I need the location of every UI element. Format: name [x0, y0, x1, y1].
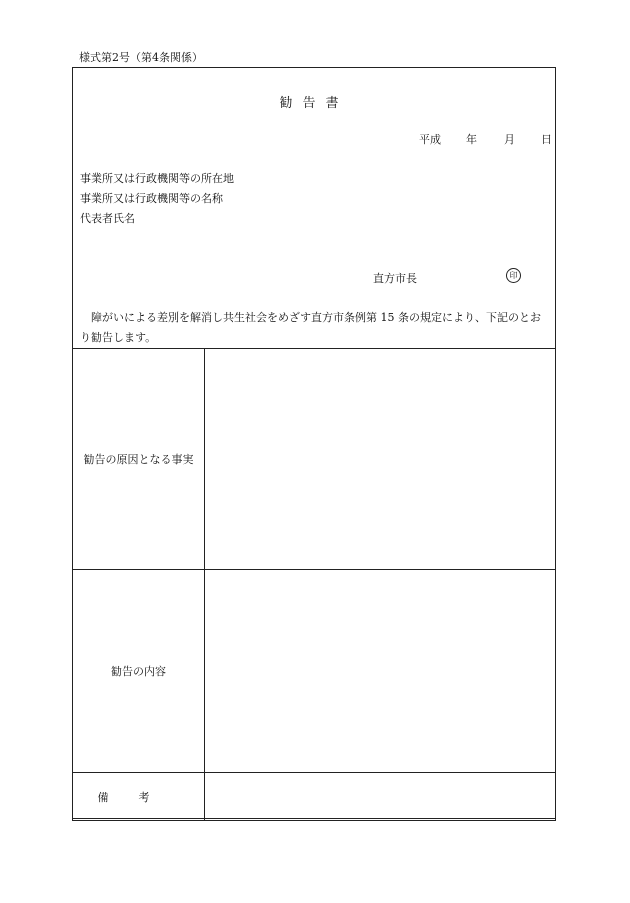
table-row: [73, 773, 556, 821]
row-label-remarks: 備考: [73, 773, 205, 821]
date-era: 平成: [419, 133, 441, 146]
row-field-content[interactable]: [205, 570, 556, 773]
seal-mark: 印: [506, 268, 521, 283]
table-row: [73, 349, 556, 570]
date-month: 月: [504, 133, 515, 146]
sender-mayor: 直方市長: [373, 272, 417, 285]
row-label-cause: 勧告の原因となる事実: [73, 349, 205, 570]
details-table: [72, 348, 556, 821]
date-day: 日: [541, 133, 552, 146]
document-title: 勧告書: [279, 96, 349, 111]
row-field-cause[interactable]: [205, 349, 556, 570]
row-field-remarks[interactable]: [205, 773, 556, 821]
addressee-location: 事業所又は行政機関等の所在地: [80, 172, 234, 185]
date-year: 年: [466, 133, 477, 146]
table-row: [73, 570, 556, 773]
addressee-name: 事業所又は行政機関等の名称: [80, 192, 223, 205]
addressee-representative: 代表者氏名: [80, 212, 135, 225]
recommendation-text: 障がいによる差別を解消し共生社会をめざす直方市条例第 15 条の規定により、下記のとおり勧告します。: [80, 311, 541, 344]
form-number-label: 様式第2号（第4条関係）: [79, 51, 203, 64]
row-label-content: 勧告の内容: [73, 570, 205, 773]
form-frame: [72, 67, 556, 819]
